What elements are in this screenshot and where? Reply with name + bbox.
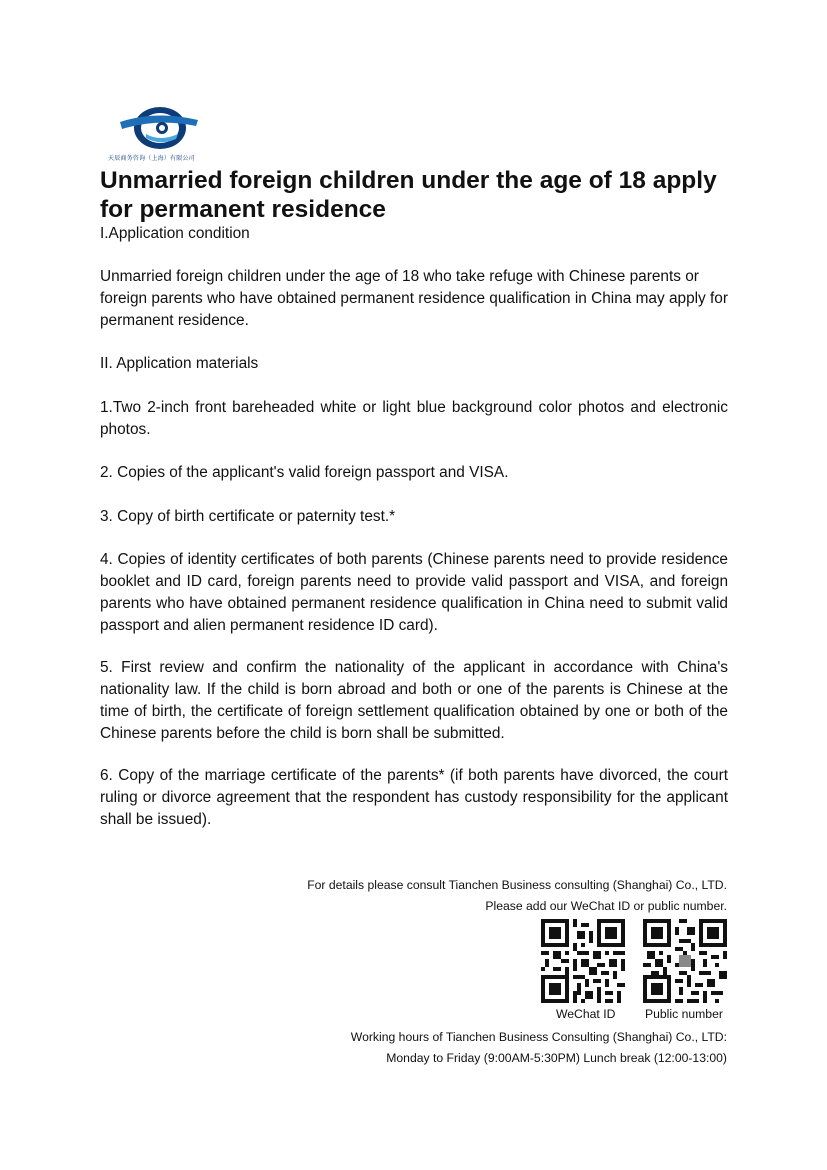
qr-code-icon: [541, 919, 625, 1003]
wechat-qr-label: WeChat ID: [556, 1007, 616, 1021]
working-hours-title: Working hours of Tianchen Business Consulting (Shanghai) Co., LTD:: [350, 1030, 727, 1044]
material-item-5: 5. First review and confirm the nationality of the applicant in accordance with China's nationality law. If the child is born abroad and both or one of the parents is Chinese at the time of birth, the certificate of foreign settlement qualification obtained by one or both of the Chinese parents before the child is born shall be submitted.: [100, 659, 728, 742]
materials-heading: II. Application materials: [100, 355, 259, 372]
consult-note: For details please consult Tianchen Business consulting (Shanghai) Co., LTD.: [307, 878, 727, 892]
material-item-6: 6. Copy of the marriage certificate of the parents* (if both parents have divorced, the court ruling or divorce agreement that the respondent has custody responsibility for the applicant shall be issued).: [100, 767, 728, 828]
public-qr-label: Public number: [645, 1007, 723, 1021]
qr-code-icon: [643, 919, 727, 1003]
company-logo-mark: [116, 104, 200, 156]
public-number-qr-code[interactable]: [643, 919, 727, 1003]
wechat-qr-code[interactable]: [541, 919, 625, 1003]
condition-text: Unmarried foreign children under the age of 18 who take refuge with Chinese parents or foreign parents who have obtained permanent residence qualification in China may apply for permanent residence.: [100, 268, 728, 329]
material-item-2: 2. Copies of the applicant's valid foreign passport and VISA.: [100, 464, 509, 481]
material-item-3: 3. Copy of birth certificate or paternity test.*: [100, 508, 396, 525]
condition-heading: I.Application condition: [100, 225, 250, 242]
working-hours-detail: Monday to Friday (9:00AM-5:30PM) Lunch break (12:00-13:00): [386, 1051, 727, 1065]
page-title: Unmarried foreign children under the age of 18 apply for permanent residence: [100, 167, 717, 223]
material-item-4: 4. Copies of identity certificates of both parents (Chinese parents need to provide residence booklet and ID card, foreign parents need to provide valid passport and VISA, and foreign parents who have obtained permanent residence qualification in China need to submit valid passport and alien permanent residence ID card).: [100, 551, 728, 634]
company-logo: [108, 104, 208, 166]
logo-caption: 天辰商务咨询（上海）有限公司: [108, 156, 195, 162]
wechat-note: Please add our WeChat ID or public number.: [485, 899, 727, 913]
material-item-1: 1.Two 2-inch front bareheaded white or light blue background color photos and electronic photos.: [100, 399, 728, 438]
